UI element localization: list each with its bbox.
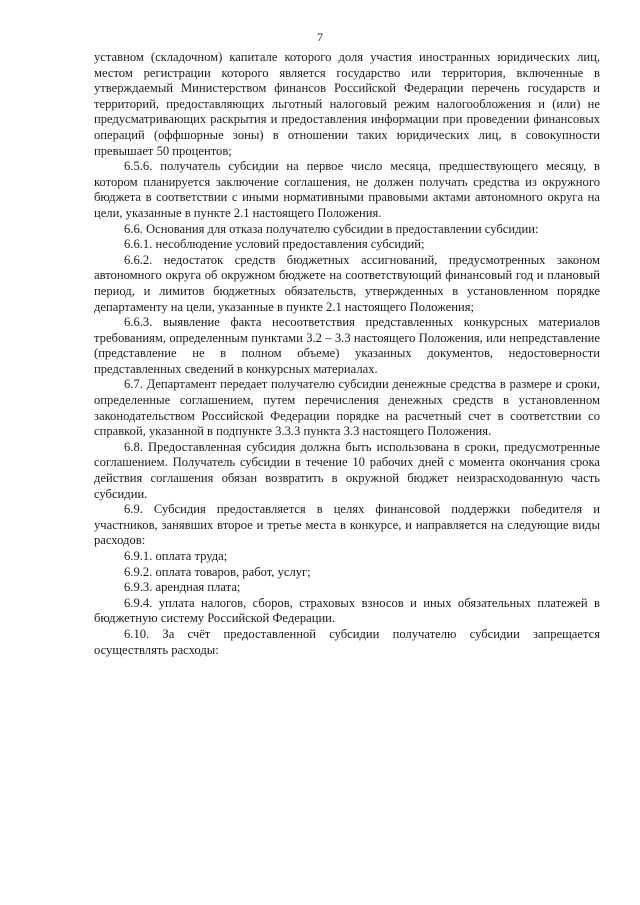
paragraph-6-9-4: 6.9.4. уплата налогов, сборов, страховых взносов и иных обязательных платежей в бюджетную систему Российской Федерации. [94, 595, 600, 626]
paragraph-6-9-1: 6.9.1. оплата труда; [124, 549, 228, 563]
paragraph-6-7: 6.7. Департамент передает получателю субсидии денежные средства в размере и сроки, определенные соглашением, путем перечисления денежных средств в установленном законодательством Российской Федерации порядке на расчетный счет в соответствии со справкой, указанной в подпункте 3.3.3 пункта 3.3 настоящего Положения. [94, 377, 600, 439]
paragraph-6-5-6: 6.5.6. получатель субсидии на первое число месяца, предшествующего месяцу, в котором планируется заключение соглашения, не должен получать средства из окружного бюджета в соответствии с иными нормативными правовыми актами автономного округа на цели, указанные в пункте 2.1 настоящего Положения. [94, 159, 600, 220]
paragraph-continuation: уставном (складочном) капитале которого доля участия иностранных юридических лиц, местом регистрации которого является государство или территория, включенные в утверждаемый Министерством финансов Российской Федерации перечень государств и территорий, предоставляющих льготный налоговый режим налогообложения и (или) не предусматривающих раскрытия и предоставления информации при проведении финансовых операций (оффшорные зоны) в отношении таких юридических лиц, в совокупности превышает 50 процентов; [94, 50, 600, 158]
paragraph-6-9-3: 6.9.3. арендная плата; [124, 580, 241, 595]
paragraph-6-8: 6.8. Предоставленная субсидия должна быть использована в сроки, предусмотренные соглашением. Получатель субсидии в течение 10 рабочих дней с момента окончания срока действия соглашения обязан возвратить в окружной бюджет неизрасходованную часть субсидии. [94, 439, 600, 501]
paragraph-6-6-1: 6.6.1. несоблюдение условий предоставления субсидий; [124, 237, 425, 252]
paragraph-6-6-2: 6.6.2. недостаток средств бюджетных ассигнований, предусмотренных законом автономного округа об окружном бюджете на соответствующий финансовый год и плановый период, и лимитов бюджетных обязательств, утвержденных в установленном порядке департаменту на цели, указанные в пункте 2.1 настоящего Положения; [94, 252, 600, 314]
paragraph-6-10: 6.10. За счёт предоставленной субсидии получателю субсидии запрещается осуществлять расходы: [94, 626, 600, 657]
paragraph-6-9: 6.9. Субсидия предоставляется в целях финансовой поддержки победителя и участников, занявших второе и третье места в конкурсе, и направляется на следующие виды расходов: [94, 502, 600, 548]
document-body [94, 50, 600, 658]
paragraph-6-6: 6.6. Основания для отказа получателю субсидии в предоставлении субсидии: [124, 221, 539, 236]
page-number: 7 [317, 30, 323, 44]
paragraph-6-9-2: 6.9.2. оплата товаров, работ, услуг; [124, 564, 311, 579]
paragraph-6-6-3: 6.6.3. выявление факта несоответствия представленных конкурсных материалов требованиям, определенным пунктами 3.2 – 3.3 настоящего Положения, или непредставление (представление не в полном объеме) указанных документов, недостоверности представленных сведений в конкурсных материалах. [94, 315, 600, 376]
